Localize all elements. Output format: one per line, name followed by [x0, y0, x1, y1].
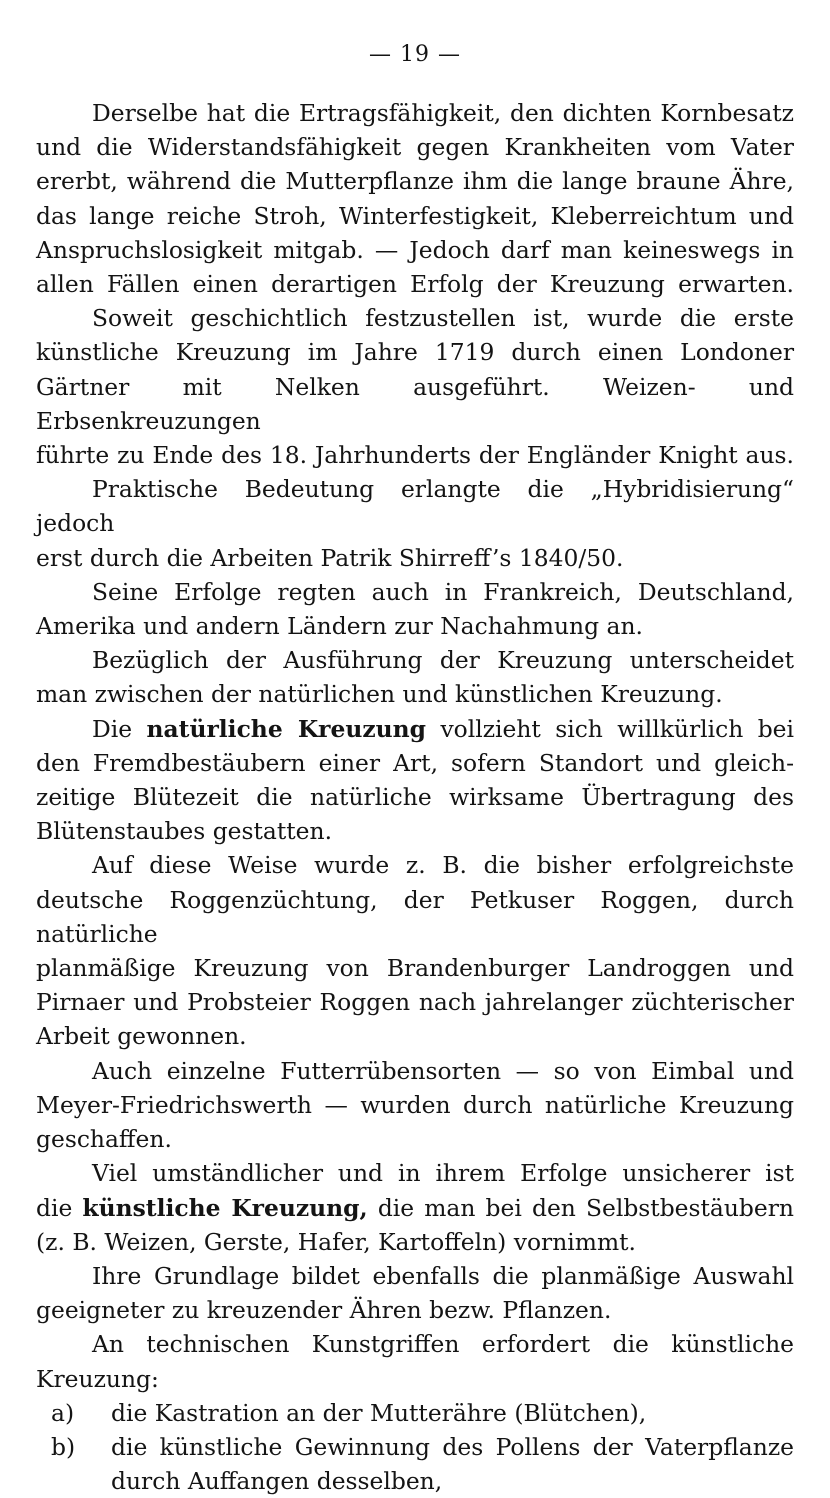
text-run: die man bei den Selbstbestäubern — [377, 1193, 794, 1222]
paragraph — [36, 1327, 794, 1395]
text-line: geschaffen. — [36, 1125, 172, 1154]
text-line: erst durch die Arbeiten Patrik Shirreff’s 1840/50. — [36, 543, 624, 572]
text-line: das lange reiche Stroh, Winterfestigkeit, Kleberreichtum und — [36, 201, 794, 230]
paragraph — [36, 472, 794, 575]
paragraph — [36, 575, 794, 643]
text-line: Auf diese Weise wurde z. B. die bisher erfolgreichste — [92, 851, 794, 880]
paragraph — [36, 301, 794, 472]
text-line: Ihre Grundlage bildet ebenfalls die planmäßige Auswahl — [92, 1261, 794, 1290]
text-line: man zwischen der natürlichen und künstlichen Kreuzung. — [36, 680, 723, 709]
text-line: Soweit geschichtlich festzustellen ist, wurde die erste — [92, 304, 794, 333]
text-line: führte zu Ende des 18. Jahrhunderts der Engländer Knight aus. — [36, 441, 794, 470]
text-line: allen Fällen einen derartigen Erfolg der Kreuzung erwarten. — [36, 270, 794, 299]
text-line: künstliche Kreuzung im Jahre 1719 durch einen Londoner — [36, 338, 794, 367]
paragraph — [36, 643, 794, 711]
text-line: Meyer-Friedrichswerth — wurden durch natürliche Kreuzung — [36, 1090, 794, 1119]
text-line: und die Widerstandsfähigkeit gegen Krankheiten vom Vater — [36, 133, 794, 162]
text-line: geeigneter zu kreuzender Ähren bezw. Pflanzen. — [36, 1296, 612, 1325]
emphasis-term: künstliche Kreuzung, — [82, 1193, 368, 1222]
text-line: Seine Erfolge regten auch in Frankreich, Deutschland, — [92, 577, 794, 606]
text-line: Gärtner mit Nelken ausgeführt. Weizen- und Erbsenkreuzungen — [36, 372, 794, 435]
paragraph — [36, 1156, 794, 1259]
text-line: planmäßige Kreuzung von Brandenburger Landroggen und — [36, 954, 794, 983]
text-line: Auch einzelne Futterrübensorten — so von Eimbal und — [92, 1056, 794, 1085]
list-label: a) — [51, 1398, 75, 1427]
text-line: die künstliche Gewinnung des Pollens der Vaterpflanze — [111, 1432, 794, 1461]
emphasis-term: natürliche Kreuzung — [146, 714, 427, 743]
paragraph — [36, 96, 794, 301]
text-line: zeitige Blütezeit die natürliche wirksame Übertragung des — [36, 783, 794, 812]
text-line: (z. B. Weizen, Gerste, Hafer, Kartoffeln) vornimmt. — [36, 1227, 636, 1256]
text-line: durch Auffangen desselben, — [111, 1467, 443, 1496]
enumerated-list — [36, 1396, 794, 1498]
text-line: Bezüglich der Ausführung der Kreuzung unterscheidet — [92, 646, 794, 675]
list-item — [36, 1396, 794, 1430]
list-label: b) — [51, 1432, 76, 1461]
list-item — [36, 1430, 794, 1464]
text-line: den Fremdbestäubern einer Art, sofern Standort und gleich- — [36, 748, 794, 777]
text-run: die — [36, 1193, 73, 1222]
page-number: — 19 — — [369, 42, 461, 67]
text-line: Praktische Bedeutung erlangte die „Hybridisierung“ jedoch — [36, 475, 794, 538]
paragraph — [36, 712, 794, 849]
paragraph — [36, 1054, 794, 1157]
text-line: die Kastration an der Mutterähre (Blütchen), — [111, 1398, 647, 1427]
text-line: ererbt, während die Mutterpflanze ihm die lange braune Ähre, — [36, 167, 794, 196]
text-line: Amerika und andern Ländern zur Nachahmung an. — [36, 612, 643, 641]
text-line: Arbeit gewonnen. — [36, 1022, 247, 1051]
text-line: Derselbe hat die Ertragsfähigkeit, den dichten Kornbesatz — [92, 99, 794, 127]
book-page — [36, 40, 794, 1498]
text-line: Viel umständlicher und in ihrem Erfolge unsicherer ist — [92, 1159, 794, 1188]
paragraph — [36, 848, 794, 1053]
text-line: Pirnaer und Probsteier Roggen nach jahrelanger züchterischer — [36, 988, 794, 1017]
paragraph — [36, 1259, 794, 1327]
text-run: vollzieht sich willkürlich bei — [440, 714, 794, 743]
text-line: Blütenstaubes gestatten. — [36, 817, 333, 846]
text-run: Die — [92, 714, 133, 743]
text-line: deutsche Roggenzüchtung, der Petkuser Roggen, durch natürliche — [36, 885, 794, 948]
text-line: An technischen Kunstgriffen erfordert die künstliche Kreuzung: — [36, 1330, 794, 1393]
text-line: Anspruchslosigkeit mitgab. — Jedoch darf man keineswegs in — [36, 235, 794, 264]
